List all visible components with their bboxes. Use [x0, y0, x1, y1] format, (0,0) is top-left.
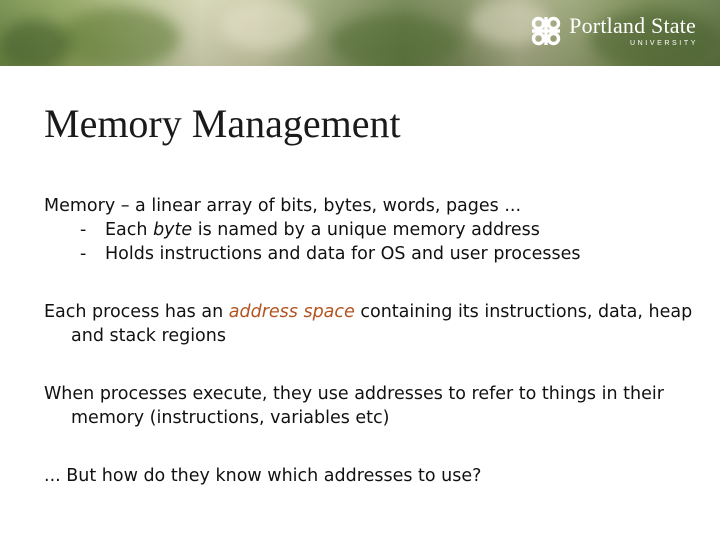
university-logo: [529, 14, 696, 48]
banner-foliage: [220, 0, 310, 50]
paragraph-question: ... But how do they know which addresses to use?: [44, 466, 482, 486]
bullet-holds: - Holds instructions and data for OS and user processes: [80, 244, 581, 264]
logo-subtitle: UNIVERSITY: [629, 40, 698, 47]
header-banner: [0, 0, 720, 66]
paragraph-execute: When processes execute, they use addresses to refer to things in their memory (instructions, variables etc): [44, 384, 664, 428]
banner-foliage: [60, 8, 180, 66]
banner-foliage: [330, 14, 460, 66]
paragraph-address-space: Each process has an address space containing its instructions, data, heap and stack regions: [44, 302, 693, 346]
logo-name: Portland State: [569, 13, 696, 38]
bullet-dash: -: [80, 244, 87, 264]
paragraph-memory: Memory – a linear array of bits, bytes, words, pages ...: [44, 196, 522, 216]
psu-logo-icon: [529, 14, 563, 48]
bullet-dash: -: [80, 220, 87, 240]
emphasis-byte: byte: [153, 220, 193, 240]
highlight-address-space: address space: [228, 302, 355, 322]
slide-body: [44, 194, 694, 488]
bullet-byte: - Each byte is named by a unique memory address: [80, 220, 540, 240]
banner-foliage: [0, 20, 70, 66]
slide-title: Memory Management: [44, 101, 401, 146]
